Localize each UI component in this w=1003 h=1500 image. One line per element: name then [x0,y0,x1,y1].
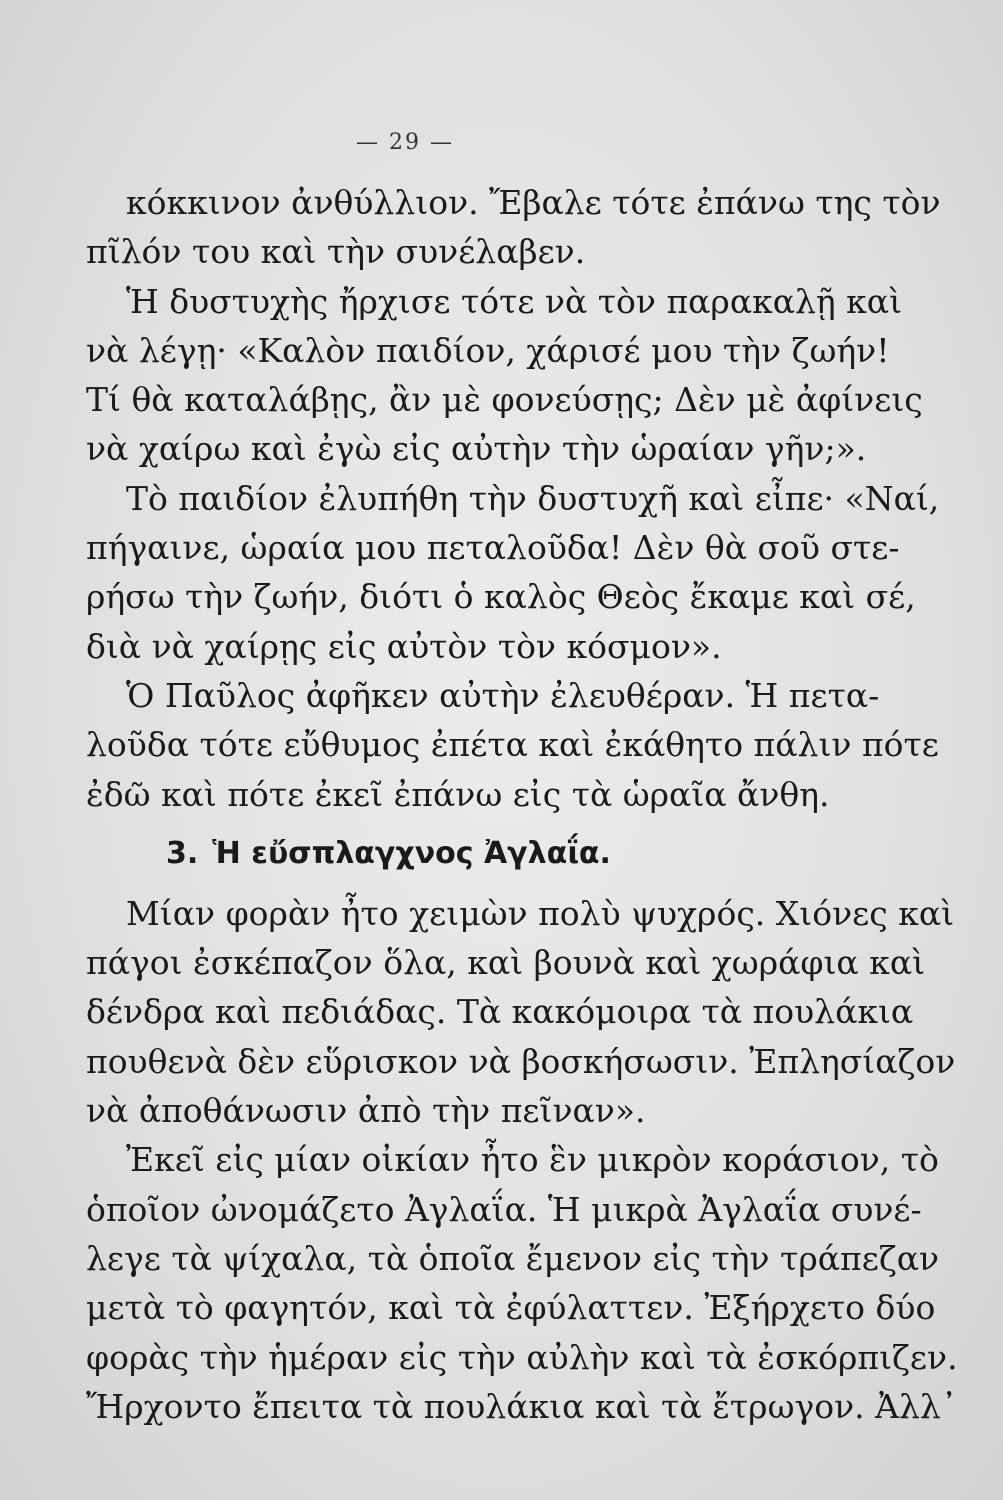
text-line: Ἡ δυστυχὴς ἤρχισε τότε νὰ τὸν παρακαλῇ καὶ [126,281,903,321]
text-line: νὰ ἀποθάνωσιν ἀπὸ τὴν πεῖναν». [86,1091,646,1131]
section-heading [86,819,820,889]
text-line: πήγαινε, ὡραία μου πεταλοῦδα! Δὲν θὰ σοῦ στε- [86,528,900,568]
page-number: — 29 — [356,130,454,155]
text-line: δένδρα καὶ πεδιάδας. Τὰ κακόμοιρα τὰ πουλάκια [86,992,914,1032]
section-title: Ἡ εὔσπλαγχνος Ἀγλαΐα. [212,835,611,871]
text-line: Ἤρχοντο ἔπειτα τὰ πουλάκια καὶ τὰ ἔτρωγον. Ἀλλ᾽ [86,1386,958,1426]
text-line: ὁποῖον ὠνομάζετο Ἀγλαΐα. Ἡ μικρὰ Ἀγλαΐα συνέ- [86,1189,922,1229]
text-line: ρήσω τὴν ζωήν, διότι ὁ καλὸς Θεὸς ἔκαμε καὶ σέ, [86,577,916,617]
text-line: Τὸ παιδίον ἐλυπήθη τὴν δυστυχῆ καὶ εἶπε· «Ναί, [126,478,940,518]
text-line: νὰ χαίρω καὶ ἐγὼ εἰς αὐτὴν τὴν ὡραίαν γῆν;». [86,429,867,469]
text-line: κόκκινον ἀνθύλλιον. Ἔβαλε τότε ἐπάνω της τὸν [126,183,941,222]
second-part [86,889,958,1431]
first-part [86,178,941,819]
text-line: Ὁ Παῦλος ἀφῆκεν αὐτὴν ἐλευθέραν. Ἡ πετα- [126,675,880,715]
text-line: φορὰς τὴν ἡμέραν εἰς τὴν αὐλὴν καὶ τὰ ἐσκόρπιζεν. [86,1337,958,1377]
text-line: διὰ νὰ χαίρῃς εἰς αὐτὸν τὸν κόσμον». [86,626,722,666]
text-line: Μίαν φορὰν ἦτο χειμὼν πολὺ ψυχρός. Χιόνες καὶ [126,893,955,933]
text-line: Ἐκεῖ εἰς μίαν οἰκίαν ἦτο ἓν μικρὸν κοράσιον, τὸ [126,1140,939,1180]
text-line: λοῦδα τότε εὔθυμος ἐπέτα καὶ ἐκάθητο πάλιν πότε [86,725,939,765]
text-line: ἐδῶ καὶ πότε ἐκεῖ ἐπάνω εἰς τὰ ὡραῖα ἄνθη. [86,774,830,814]
text-line: πῖλόν του καὶ τὴν συνέλαβεν. [86,232,586,272]
text-line: πάγοι ἐσκέπαζον ὅλα, καὶ βουνὰ καὶ χωράφια καὶ [86,943,926,983]
text-block [86,178,958,1431]
text-line: νὰ λέγῃ· «Καλὸν παιδίον, χάρισέ μου τὴν ζωήν! [86,330,890,370]
text-line: πουθενὰ δὲν εὕρισκον νὰ βοσκήσωσιν. Ἐπλησίαζον [86,1041,956,1081]
text-line: λεγε τὰ ψίχαλα, τὰ ὁποῖα ἔμενον εἰς τὴν τράπεζαν [86,1238,940,1278]
text-line: μετὰ τὸ φαγητόν, καὶ τὰ ἐφύλαττεν. Ἐξήρχετο δύο [86,1288,936,1328]
text-line: Τί θὰ καταλάβῃς, ἂν μὲ φονεύσῃς; Δὲν μὲ ἀφίνεις [86,380,923,420]
section-number: 3. [166,835,199,871]
